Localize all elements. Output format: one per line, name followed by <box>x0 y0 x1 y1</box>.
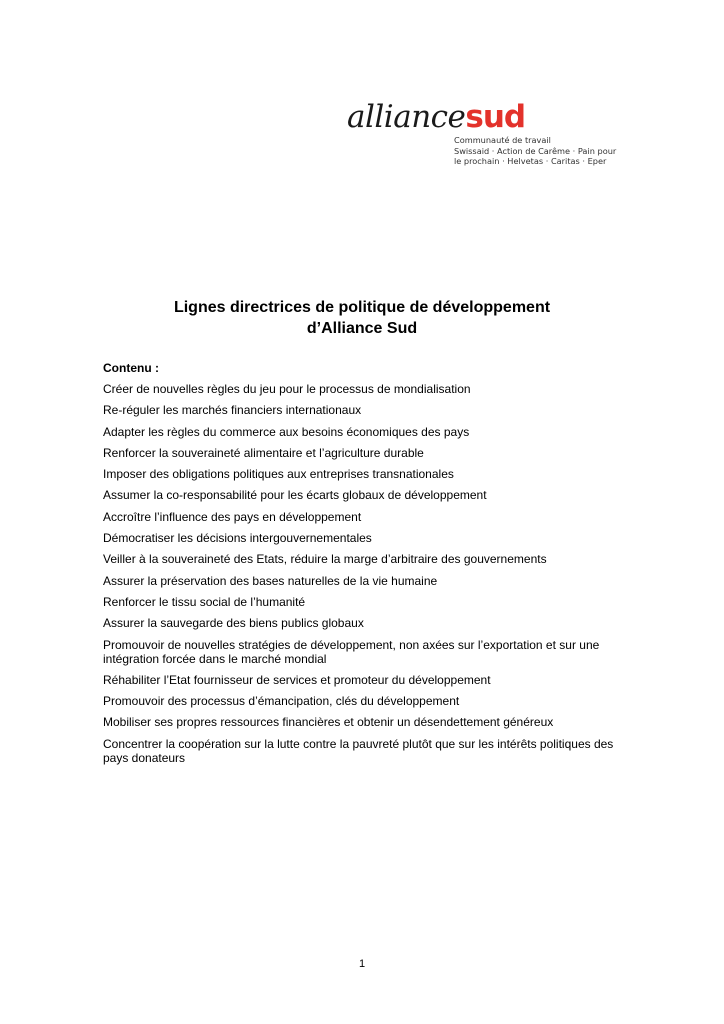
contents-item: Promouvoir de nouvelles stratégies de développement, non axées sur l’exportation et sur une intégration forcée dans le marché mondial <box>103 637 600 666</box>
contents-label: Contenu : <box>103 361 159 375</box>
contents-item: Renforcer la souveraineté alimentaire et l’agriculture durable <box>103 445 424 460</box>
contents-item: Imposer des obligations politiques aux entreprises transnationales <box>103 467 454 482</box>
contents-list <box>103 382 623 765</box>
alliance-sud-logo <box>347 100 627 167</box>
contents-item: Adapter les règles du commerce aux besoins économiques des pays <box>103 424 470 439</box>
contents-item: Accroître l’influence des pays en développement <box>103 509 362 524</box>
contents-item: Re-réguler les marchés financiers internationaux <box>103 403 362 418</box>
contents-item: Réhabiliter l’Etat fournisseur de services et promoteur du développement <box>103 672 491 687</box>
logo-tagline <box>454 135 627 167</box>
contents-item: Promouvoir des processus d’émancipation, clés du développement <box>103 694 460 709</box>
logo-tagline-line: le prochain · Helvetas · Caritas · Eper <box>454 156 607 167</box>
document-title-line-2: d’Alliance Sud <box>306 320 418 337</box>
logo-alliance-text: alliance <box>347 99 466 135</box>
logo-wordmark <box>347 100 627 134</box>
contents-item: Mobiliser ses propres ressources financières et obtenir un désendettement généreux <box>103 715 554 730</box>
contents-item: Assurer la préservation des bases naturelles de la vie humaine <box>103 573 438 588</box>
logo-tagline-line: Communauté de travail <box>454 135 551 145</box>
page-number: 1 <box>358 958 366 970</box>
contents-item: Renforcer le tissu social de l’humanité <box>103 594 306 609</box>
table-of-contents <box>103 361 623 772</box>
contents-item: Assumer la co-responsabilité pour les écarts globaux de développement <box>103 488 487 503</box>
contents-item: Créer de nouvelles règles du jeu pour le processus de mondialisation <box>103 382 471 396</box>
logo-tagline-line: Swissaid · Action de Carême · Pain pour <box>454 145 617 156</box>
document-title-line-1: Lignes directrices de politique de développement <box>173 299 551 316</box>
document-title <box>60 297 664 339</box>
contents-item: Assurer la sauvegarde des biens publics globaux <box>103 616 364 631</box>
logo-sud-text: sud <box>465 99 526 135</box>
contents-item: Démocratiser les décisions intergouvernementales <box>103 531 372 546</box>
contents-item: Concentrer la coopération sur la lutte contre la pauvreté plutôt que sur les intérêts politiques des pays donateurs <box>103 736 614 765</box>
contents-item: Veiller à la souveraineté des Etats, réduire la marge d’arbitraire des gouvernements <box>103 552 547 567</box>
